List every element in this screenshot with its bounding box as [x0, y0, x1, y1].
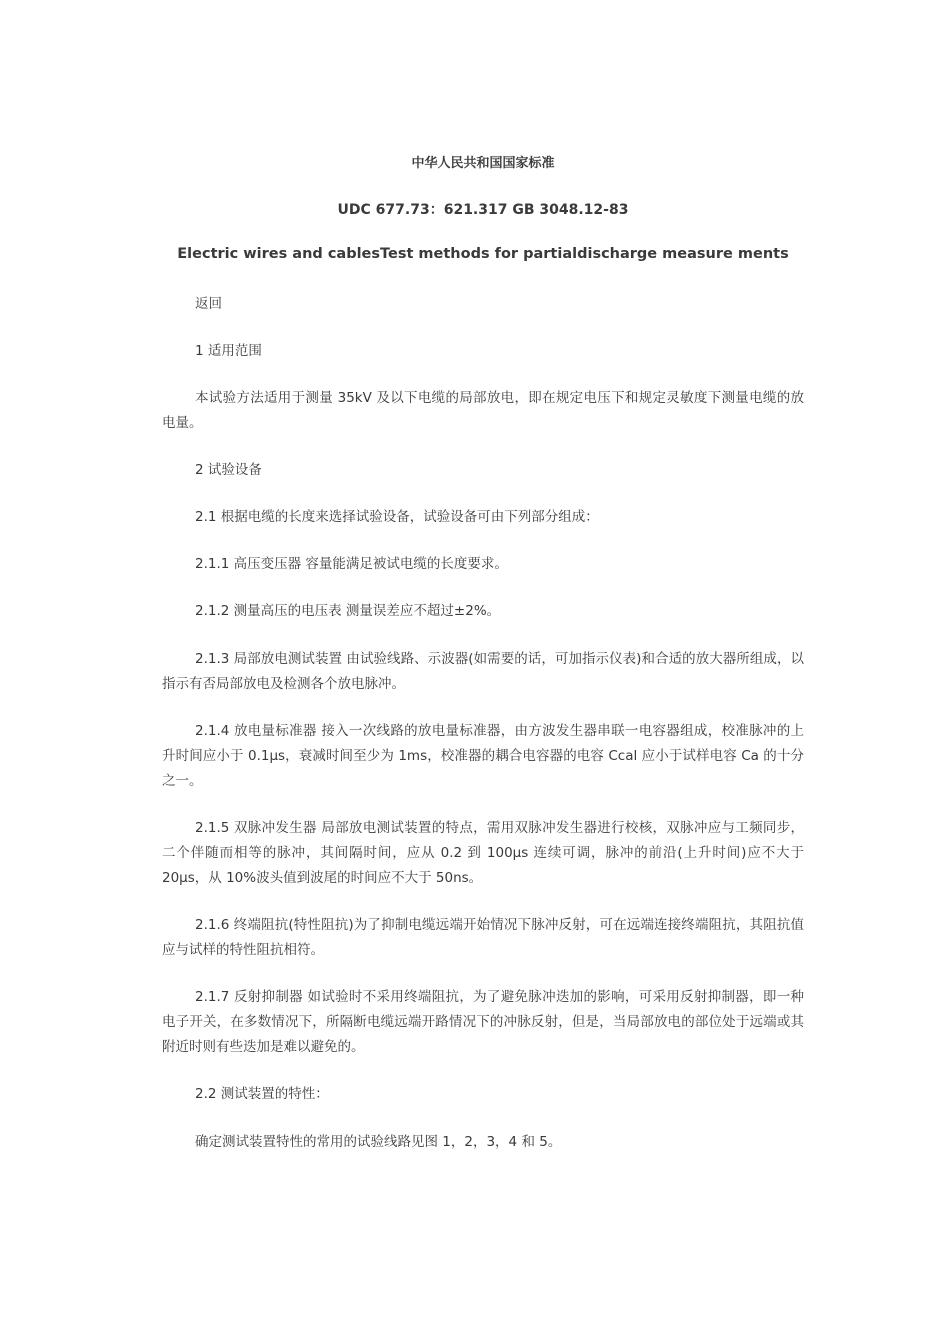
section-1-heading: 1 适用范围 [195, 343, 262, 359]
section-2-heading: 2 试验设备 [195, 462, 262, 478]
section-2-1-1: 2.1.1 高压变压器 容量能满足被试电缆的长度要求。 [195, 556, 508, 572]
section-2-1-6: 2.1.6 终端阻抗(特性阻抗)为了抑制电缆远端开始情况下脉冲反射，可在远端连接终端阻抗，其阻抗值应与试样的特性阻抗相符。 [162, 917, 804, 958]
section-2-2: 2.2 测试装置的特性： [195, 1086, 329, 1102]
section-2-1-7: 2.1.7 反射抑制器 如试验时不采用终端阻抗，为了避免脉冲迭加的影响，可采用反射抑制器，即一种电子开关，在多数情况下，所隔断电缆远端开路情况下的冲脉反射，但是，当局部放电的部位处于远端或其附近时则有些迭加是难以避免的。 [162, 989, 804, 1055]
section-2-1-5: 2.1.5 双脉冲发生器 局部放电测试装置的特点，需用双脉冲发生器进行校核，双脉冲应与工频同步，二个伴随而相等的脉冲，其间隔时间，应从 0.2 到 100μs 连续可调，脉冲的前沿(上升时间)应不大于 20μs，从 10%波头值到波尾的时间应不大于 50ns。 [162, 820, 804, 886]
standard-code: UDC 677.73：621.317 GB 3048.12-83 [337, 202, 629, 218]
back-link[interactable]: 返回 [195, 296, 222, 312]
document-title-en: Electric wires and cablesTest methods for partialdischarge measure ments [177, 246, 789, 262]
section-2-1-3: 2.1.3 局部放电测试装置 由试验线路、示波器(如需要的话，可加指示仪表)和合适的放大器所组成，以指示有否局部放电及检测各个放电脉冲。 [162, 651, 804, 692]
section-2-1-4: 2.1.4 放电量标准器 接入一次线路的放电量标准器，由方波发生器串联一电容器组成，校准脉冲的上升时间应小于 0.1μs，衰减时间至少为 1ms，校准器的耦合电容器的电容 Ccal 应小于试样电容 Ca 的十分之一。 [162, 723, 804, 789]
section-2-1: 2.1 根据电缆的长度来选择试验设备，试验设备可由下列部分组成： [195, 509, 599, 525]
section-2-2-text: 确定测试装置特性的常用的试验线路见图 1，2，3，4 和 5。 [195, 1134, 562, 1150]
document-title-cn: 中华人民共和国国家标准 [411, 156, 555, 171]
section-2-1-2: 2.1.2 测量高压的电压表 测量误差应不超过±2%。 [195, 603, 501, 619]
section-1-text: 本试验方法适用于测量 35kV 及以下电缆的局部放电，即在规定电压下和规定灵敏度下测量电缆的放电量。 [162, 390, 804, 431]
